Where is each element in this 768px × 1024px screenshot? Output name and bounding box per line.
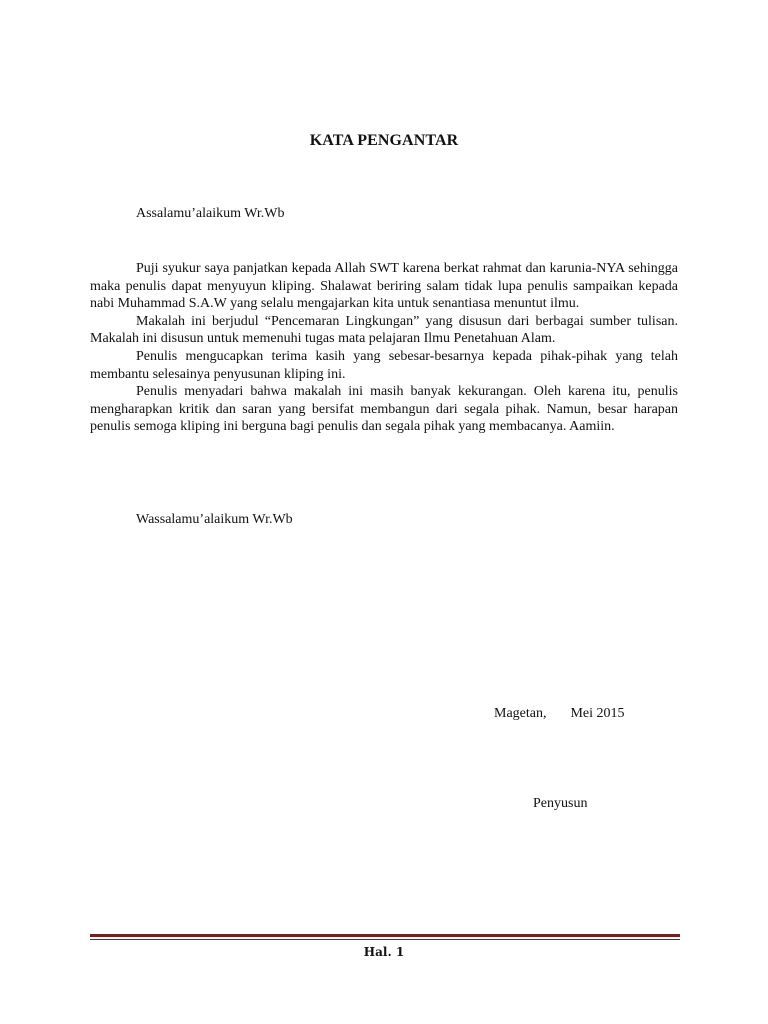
author-label: Penyusun <box>533 796 588 811</box>
paragraph-topic: Makalah ini berjudul “Pencemaran Lingkungan” yang disusun dari berbagai sumber tulisan. Makalah ini disusun untuk memenuhi tugas mata pelajaran Ilmu Penetahuan Alam. <box>90 313 678 347</box>
paragraph-thanks: Penulis mengucapkan terima kasih yang sebesar-besarnya kepada pihak-pihak yang telah membantu selesainya penyusunan kliping ini. <box>90 348 678 382</box>
footer-divider-thin <box>90 939 680 940</box>
page-number: Hal. 1 <box>363 945 405 959</box>
place-date <box>494 706 625 722</box>
body-text <box>90 260 678 436</box>
closing-greeting: Wassalamu’alaikum Wr.Wb <box>136 512 293 527</box>
page-title: KATA PENGANTAR <box>309 132 459 149</box>
date-label: Mei 2015 <box>570 706 625 721</box>
footer-divider <box>90 934 680 937</box>
opening-greeting: Assalamu’alaikum Wr.Wb <box>136 206 285 221</box>
paragraph-closing-remarks: Penulis menyadari bahwa makalah ini masih banyak kekurangan. Oleh karena itu, penulis mengharapkan kritik dan saran yang bersifat membangun dari segala pihak. Namun, besar harapan penulis semoga kliping ini berguna bagi penulis dan segala pihak yang membacanya. Aamiin. <box>90 384 678 435</box>
paragraph-gratitude: Puji syukur saya panjatkan kepada Allah SWT karena berkat rahmat dan karunia-NYA sehingga maka penulis dapat menyuyun kliping. Shalawat beriring salam tidak lupa penulis sampaikan kepada nabi Muhammad S.A.W yang selalu mengajarkan kita untuk senantiasa menuntut ilmu. <box>90 261 678 312</box>
place-label: Magetan, <box>494 706 547 721</box>
